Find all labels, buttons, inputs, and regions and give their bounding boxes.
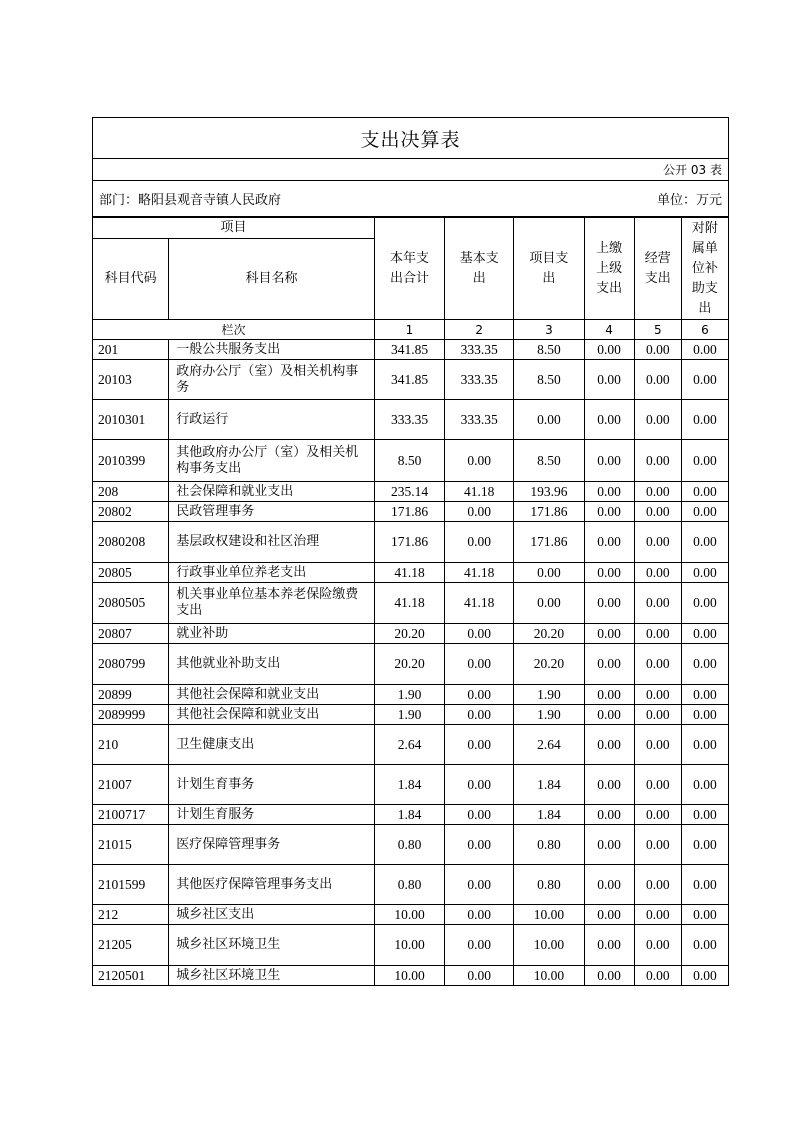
upper-amount: 0.00	[584, 725, 634, 765]
header-project-exp-text: 项目支出	[529, 250, 569, 286]
total-amount: 0.80	[374, 865, 444, 905]
total-amount: 1.84	[374, 805, 444, 825]
total-amount: 20.20	[374, 624, 444, 644]
subsidy-amount: 0.00	[681, 966, 728, 986]
header-subsidy-text: 对附属单位补助支出	[691, 220, 718, 316]
business-amount: 0.00	[634, 765, 681, 805]
total-amount: 0.80	[374, 825, 444, 865]
subsidy-amount: 0.00	[681, 583, 728, 624]
project-amount: 171.86	[514, 502, 584, 522]
business-amount: 0.00	[634, 583, 681, 624]
subsidy-amount: 0.00	[681, 522, 728, 563]
subject-code: 21015	[93, 825, 169, 865]
subsidy-amount: 0.00	[681, 360, 728, 400]
department-row	[92, 181, 729, 217]
upper-amount: 0.00	[584, 482, 634, 502]
table-row	[93, 482, 729, 502]
subsidy-amount: 0.00	[681, 705, 728, 725]
subsidy-amount: 0.00	[681, 400, 728, 440]
basic-amount: 0.00	[445, 765, 514, 805]
subject-name: 卫生健康支出	[169, 725, 375, 765]
total-amount: 20.20	[374, 644, 444, 685]
subject-code: 2101599	[93, 865, 169, 905]
table-row	[93, 522, 729, 563]
column-index: 4	[584, 320, 634, 340]
subsidy-amount: 0.00	[681, 765, 728, 805]
subsidy-amount: 0.00	[681, 440, 728, 482]
subject-name: 一般公共服务支出	[169, 340, 375, 360]
basic-amount: 41.18	[445, 482, 514, 502]
upper-amount: 0.00	[584, 925, 634, 966]
table-row	[93, 400, 729, 440]
header-name: 科目名称	[169, 239, 375, 320]
basic-amount: 0.00	[445, 825, 514, 865]
expenditure-report	[92, 117, 729, 986]
expenditure-table	[92, 217, 729, 986]
header-project: 项目	[93, 218, 375, 239]
project-amount: 10.00	[514, 925, 584, 966]
subject-code: 20805	[93, 563, 169, 583]
subject-code: 2010399	[93, 440, 169, 482]
subject-name: 其他社会保障和就业支出	[169, 685, 375, 705]
column-index: 5	[634, 320, 681, 340]
upper-amount: 0.00	[584, 502, 634, 522]
basic-amount: 0.00	[445, 644, 514, 685]
header-code: 科目代码	[93, 239, 169, 320]
project-amount: 8.50	[514, 440, 584, 482]
subject-name: 其他政府办公厅（室）及相关机构事务支出	[169, 440, 375, 482]
unit-label: 单位：万元	[656, 193, 722, 208]
basic-amount: 333.35	[445, 360, 514, 400]
table-row	[93, 865, 729, 905]
project-amount: 2.64	[514, 725, 584, 765]
subsidy-amount: 0.00	[681, 482, 728, 502]
table-row	[93, 705, 729, 725]
subject-code: 212	[93, 905, 169, 925]
upper-amount: 0.00	[584, 400, 634, 440]
table-row	[93, 905, 729, 925]
project-amount: 171.86	[514, 522, 584, 563]
table-body	[93, 340, 729, 986]
subject-name: 就业补助	[169, 624, 375, 644]
business-amount: 0.00	[634, 624, 681, 644]
upper-amount: 0.00	[584, 340, 634, 360]
project-amount: 8.50	[514, 360, 584, 400]
subsidy-amount: 0.00	[681, 502, 728, 522]
upper-amount: 0.00	[584, 825, 634, 865]
total-amount: 341.85	[374, 340, 444, 360]
subject-name: 基层政权建设和社区治理	[169, 522, 375, 563]
basic-amount: 0.00	[445, 685, 514, 705]
upper-amount: 0.00	[584, 905, 634, 925]
upper-amount: 0.00	[584, 805, 634, 825]
subject-code: 2100717	[93, 805, 169, 825]
subsidy-amount: 0.00	[681, 624, 728, 644]
subject-code: 2089999	[93, 705, 169, 725]
subject-name: 城乡社区环境卫生	[169, 925, 375, 966]
business-amount: 0.00	[634, 825, 681, 865]
subject-name: 机关事业单位基本养老保险缴费支出	[169, 583, 375, 624]
table-row	[93, 644, 729, 685]
form-number-row	[92, 159, 729, 181]
project-amount: 0.00	[514, 400, 584, 440]
basic-amount: 0.00	[445, 865, 514, 905]
business-amount: 0.00	[634, 865, 681, 905]
upper-amount: 0.00	[584, 644, 634, 685]
header-project-exp	[514, 218, 584, 320]
upper-amount: 0.00	[584, 522, 634, 563]
column-index: 1	[374, 320, 444, 340]
basic-amount: 41.18	[445, 583, 514, 624]
subject-code: 21205	[93, 925, 169, 966]
table-row	[93, 685, 729, 705]
project-amount: 0.80	[514, 865, 584, 905]
business-amount: 0.00	[634, 685, 681, 705]
total-amount: 341.85	[374, 360, 444, 400]
subject-name: 医疗保障管理事务	[169, 825, 375, 865]
business-amount: 0.00	[634, 440, 681, 482]
upper-amount: 0.00	[584, 563, 634, 583]
column-index: 6	[681, 320, 728, 340]
subject-code: 2080505	[93, 583, 169, 624]
total-amount: 1.84	[374, 765, 444, 805]
total-amount: 41.18	[374, 563, 444, 583]
basic-amount: 0.00	[445, 440, 514, 482]
basic-amount: 333.35	[445, 400, 514, 440]
upper-amount: 0.00	[584, 765, 634, 805]
project-amount: 1.84	[514, 805, 584, 825]
project-amount: 193.96	[514, 482, 584, 502]
column-index: 2	[445, 320, 514, 340]
project-amount: 20.20	[514, 644, 584, 685]
business-amount: 0.00	[634, 563, 681, 583]
subsidy-amount: 0.00	[681, 905, 728, 925]
subject-name: 计划生育服务	[169, 805, 375, 825]
total-amount: 10.00	[374, 905, 444, 925]
business-amount: 0.00	[634, 705, 681, 725]
column-index: 3	[514, 320, 584, 340]
subject-code: 2080208	[93, 522, 169, 563]
upper-amount: 0.00	[584, 966, 634, 986]
total-amount: 235.14	[374, 482, 444, 502]
upper-amount: 0.00	[584, 440, 634, 482]
upper-amount: 0.00	[584, 865, 634, 905]
table-row	[93, 825, 729, 865]
business-amount: 0.00	[634, 725, 681, 765]
subsidy-amount: 0.00	[681, 925, 728, 966]
subject-code: 2010301	[93, 400, 169, 440]
subject-code: 210	[93, 725, 169, 765]
business-amount: 0.00	[634, 905, 681, 925]
project-amount: 1.90	[514, 685, 584, 705]
upper-amount: 0.00	[584, 360, 634, 400]
subsidy-amount: 0.00	[681, 340, 728, 360]
business-amount: 0.00	[634, 400, 681, 440]
business-amount: 0.00	[634, 644, 681, 685]
subject-name: 民政管理事务	[169, 502, 375, 522]
project-amount: 1.90	[514, 705, 584, 725]
header-upper-text: 上缴上级支出	[596, 240, 623, 296]
table-row	[93, 925, 729, 966]
business-amount: 0.00	[634, 502, 681, 522]
basic-amount: 0.00	[445, 522, 514, 563]
table-row	[93, 966, 729, 986]
business-amount: 0.00	[634, 482, 681, 502]
table-row	[93, 502, 729, 522]
row-label: 栏次	[93, 320, 375, 340]
basic-amount: 0.00	[445, 705, 514, 725]
table-row	[93, 805, 729, 825]
project-amount: 20.20	[514, 624, 584, 644]
subsidy-amount: 0.00	[681, 865, 728, 905]
project-amount: 0.00	[514, 563, 584, 583]
table-row	[93, 583, 729, 624]
business-amount: 0.00	[634, 966, 681, 986]
column-index-row	[93, 320, 729, 340]
header-total-text: 本年支出合计	[390, 250, 430, 286]
total-amount: 1.90	[374, 685, 444, 705]
table-row	[93, 440, 729, 482]
subject-name: 计划生育事务	[169, 765, 375, 805]
subsidy-amount: 0.00	[681, 685, 728, 705]
upper-amount: 0.00	[584, 685, 634, 705]
basic-amount: 0.00	[445, 502, 514, 522]
basic-amount: 0.00	[445, 805, 514, 825]
basic-amount: 333.35	[445, 340, 514, 360]
upper-amount: 0.00	[584, 583, 634, 624]
business-amount: 0.00	[634, 925, 681, 966]
total-amount: 8.50	[374, 440, 444, 482]
total-amount: 41.18	[374, 583, 444, 624]
total-amount: 171.86	[374, 522, 444, 563]
subject-code: 201	[93, 340, 169, 360]
subject-name: 城乡社区支出	[169, 905, 375, 925]
table-row	[93, 563, 729, 583]
project-amount: 1.84	[514, 765, 584, 805]
project-amount: 10.00	[514, 905, 584, 925]
subsidy-amount: 0.00	[681, 805, 728, 825]
project-amount: 10.00	[514, 966, 584, 986]
upper-amount: 0.00	[584, 624, 634, 644]
subject-name: 其他医疗保障管理事务支出	[169, 865, 375, 905]
subject-code: 208	[93, 482, 169, 502]
subject-name: 政府办公厅（室）及相关机构事务	[169, 360, 375, 400]
table-row	[93, 360, 729, 400]
table-row	[93, 624, 729, 644]
department-label: 部门：略阳县观音寺镇人民政府	[99, 193, 282, 208]
table-title: 支出决算表	[92, 117, 729, 159]
header-basic-text: 基本支出	[459, 250, 499, 286]
table-row	[93, 725, 729, 765]
header-subsidy	[681, 218, 728, 320]
total-amount: 10.00	[374, 966, 444, 986]
subject-name: 其他社会保障和就业支出	[169, 705, 375, 725]
form-number: 公开 03 表	[663, 163, 722, 177]
basic-amount: 0.00	[445, 966, 514, 986]
subject-code: 2080799	[93, 644, 169, 685]
subject-code: 21007	[93, 765, 169, 805]
subject-code: 20899	[93, 685, 169, 705]
basic-amount: 0.00	[445, 925, 514, 966]
header-basic	[445, 218, 514, 320]
basic-amount: 0.00	[445, 905, 514, 925]
project-amount: 0.80	[514, 825, 584, 865]
subject-code: 20807	[93, 624, 169, 644]
total-amount: 2.64	[374, 725, 444, 765]
subject-name: 城乡社区环境卫生	[169, 966, 375, 986]
subsidy-amount: 0.00	[681, 825, 728, 865]
subsidy-amount: 0.00	[681, 563, 728, 583]
business-amount: 0.00	[634, 360, 681, 400]
total-amount: 1.90	[374, 705, 444, 725]
subsidy-amount: 0.00	[681, 644, 728, 685]
subject-code: 2120501	[93, 966, 169, 986]
basic-amount: 0.00	[445, 624, 514, 644]
subject-name: 其他就业补助支出	[169, 644, 375, 685]
subsidy-amount: 0.00	[681, 725, 728, 765]
basic-amount: 0.00	[445, 725, 514, 765]
header-total	[374, 218, 444, 320]
subject-code: 20103	[93, 360, 169, 400]
subject-name: 行政运行	[169, 400, 375, 440]
table-row	[93, 765, 729, 805]
subject-name: 行政事业单位养老支出	[169, 563, 375, 583]
header-upper	[584, 218, 634, 320]
header-business-text: 经营支出	[644, 250, 671, 286]
total-amount: 10.00	[374, 925, 444, 966]
header-row-project	[93, 218, 729, 239]
upper-amount: 0.00	[584, 705, 634, 725]
basic-amount: 41.18	[445, 563, 514, 583]
table-row	[93, 340, 729, 360]
project-amount: 0.00	[514, 583, 584, 624]
total-amount: 171.86	[374, 502, 444, 522]
subject-code: 20802	[93, 502, 169, 522]
business-amount: 0.00	[634, 522, 681, 563]
business-amount: 0.00	[634, 805, 681, 825]
project-amount: 8.50	[514, 340, 584, 360]
subject-name: 社会保障和就业支出	[169, 482, 375, 502]
header-business	[634, 218, 681, 320]
business-amount: 0.00	[634, 340, 681, 360]
total-amount: 333.35	[374, 400, 444, 440]
